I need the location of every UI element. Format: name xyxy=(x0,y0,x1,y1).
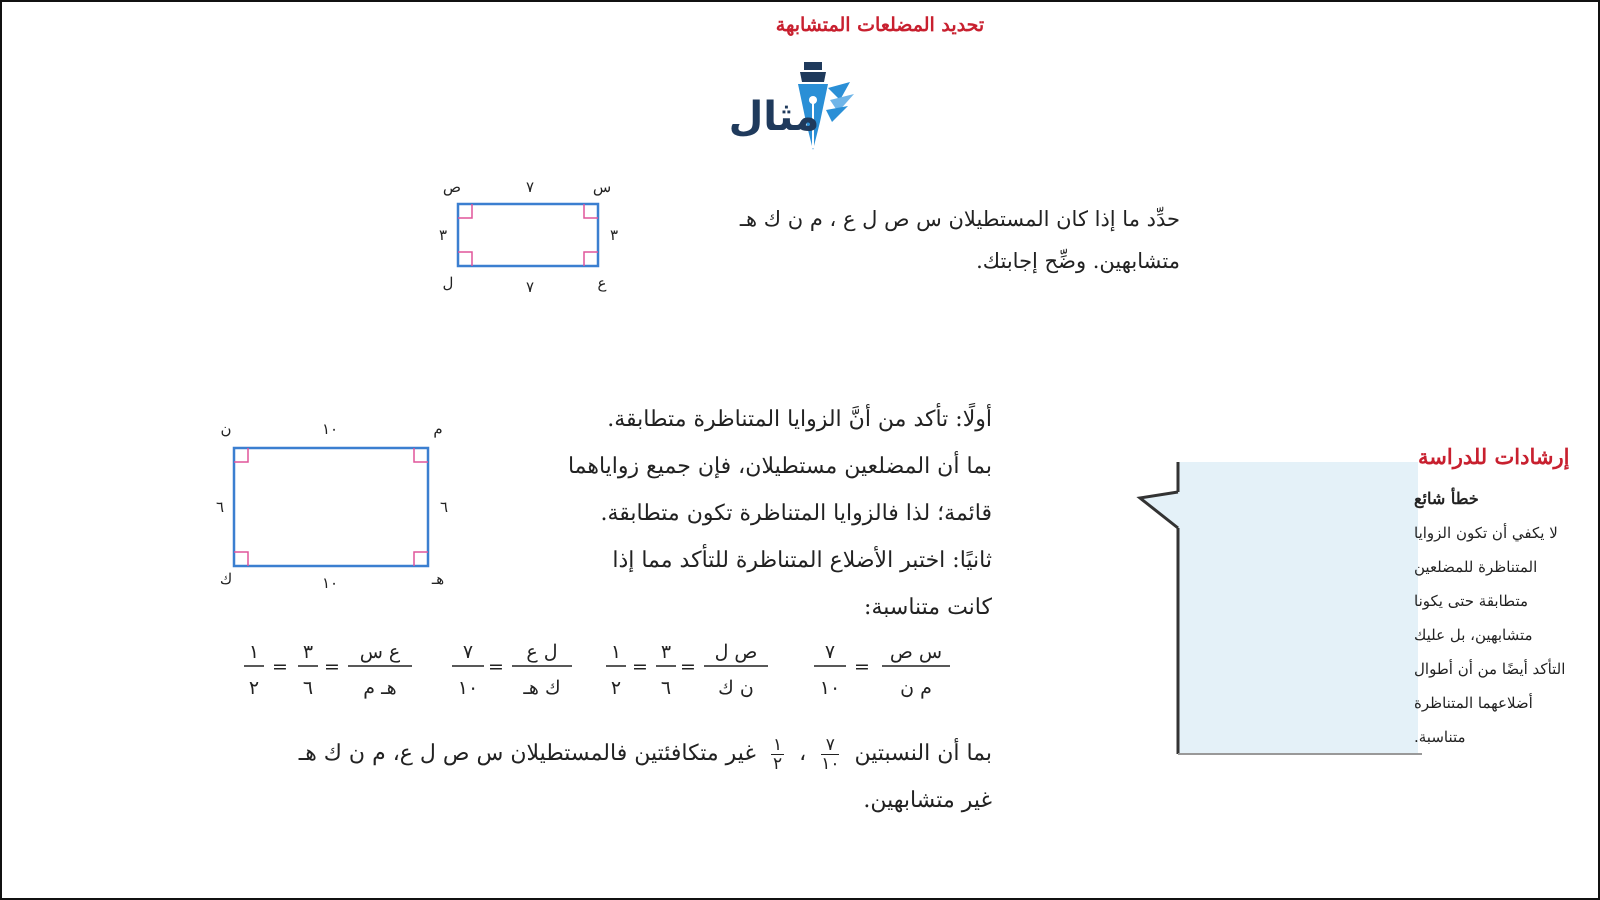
conclusion-line-1 xyxy=(232,730,992,777)
right-angle-mark xyxy=(584,252,598,266)
pen-nib-icon xyxy=(728,60,878,156)
ratio-ax-hm xyxy=(244,641,412,699)
equals-sign: = xyxy=(272,656,288,678)
rectangle-2 xyxy=(234,448,428,566)
logo-text: مثال xyxy=(728,94,820,140)
ratio-numerator: س ص xyxy=(889,641,943,663)
side-length-label: ١٠ xyxy=(321,420,339,438)
equals-sign: = xyxy=(488,656,504,678)
right-angle-mark xyxy=(458,252,472,266)
equals-sign: = xyxy=(854,656,870,678)
equals-sign: = xyxy=(680,656,696,678)
side-length-label: ٣ xyxy=(609,226,619,244)
side-length-label: ١٠ xyxy=(321,574,339,592)
ratio-yl-nk xyxy=(606,641,768,699)
ratio-value-numerator: ٧ xyxy=(824,641,836,663)
rectangle-1 xyxy=(458,204,598,266)
tip-line: متطابقة حتى يكونا xyxy=(1414,592,1529,610)
ratio-value-denominator: ١٠ xyxy=(457,677,479,699)
step-line: بما أن المضلعين مستطيلان، فإن جميع زواياهما xyxy=(567,454,992,479)
vertex-label: هـ xyxy=(431,570,445,588)
vertex-label: ع xyxy=(597,274,607,292)
ratio-numerator: ص ل xyxy=(714,641,758,663)
vertex-label: م xyxy=(433,420,443,438)
ratios-row xyxy=(230,636,960,706)
equals-sign: = xyxy=(632,656,648,678)
problem-statement xyxy=(720,198,1180,282)
vertex-label: ل xyxy=(442,274,454,292)
ratio-value-denominator: ٦ xyxy=(660,677,672,699)
fraction-denominator: ١٠ xyxy=(821,753,840,774)
ratio-numerator: ع س xyxy=(359,641,401,663)
ratio-xy-mn xyxy=(814,641,950,699)
fraction-numerator: ١ xyxy=(772,734,783,755)
vertex-label: ك xyxy=(219,570,233,588)
tip-line: التأكد أيضًا من أن أطوال xyxy=(1414,660,1566,678)
solution-steps xyxy=(472,396,992,631)
callout-box xyxy=(1140,462,1418,754)
right-angle-mark xyxy=(234,448,248,462)
conclusion-pre: بما أن النسبتين xyxy=(854,741,992,766)
side-length-label: ٦ xyxy=(439,498,449,516)
vertex-label: ن xyxy=(220,420,232,438)
ratio-value-numerator: ٣ xyxy=(660,641,672,663)
study-tips-callout xyxy=(1136,436,1570,766)
ratio-simplified-denominator: ٢ xyxy=(610,677,622,699)
tip-line: أضلاعهما المتناظرة xyxy=(1414,694,1533,712)
step-line: ثانيًا: اختبر الأضلاع المتناظرة للتأكد مما إذا xyxy=(612,548,992,573)
tip-line: متشابهين، بل عليك xyxy=(1414,626,1533,644)
ratio-value-numerator: ٧ xyxy=(462,641,474,663)
fraction-numerator: ٧ xyxy=(821,736,839,755)
page-title: تحديد المضلعات المتشابهة xyxy=(775,14,985,36)
ratio-denominator: ك هـ xyxy=(523,677,561,699)
side-length-label: ٣ xyxy=(438,226,448,244)
right-angle-mark xyxy=(414,552,428,566)
ratio-simplified-numerator: ١ xyxy=(248,641,260,663)
side-length-label: ٧ xyxy=(525,278,535,296)
vertex-label: ص xyxy=(442,178,462,196)
conclusion-post: غير متكافئتين فالمستطيلان س ص ل ع، م ن ك هـ xyxy=(298,741,756,766)
conclusion-separator: ، xyxy=(799,741,807,766)
conclusion xyxy=(232,730,992,824)
study-tips-title: إرشادات للدراسة xyxy=(1418,444,1570,469)
tip-line: لا يكفي أن تكون الزوايا xyxy=(1414,524,1558,542)
fraction-seven-tenths xyxy=(821,736,839,773)
tip-line: المتناظرة للمضلعين xyxy=(1414,558,1538,576)
equals-sign: = xyxy=(324,656,340,678)
ratio-simplified-denominator: ٢ xyxy=(248,677,260,699)
example-logo xyxy=(728,60,878,156)
rectangle-2-diagram xyxy=(210,420,460,595)
right-angle-mark xyxy=(458,204,472,218)
side-length-label: ٦ xyxy=(215,498,225,516)
ratio-denominator: م ن xyxy=(900,677,932,699)
ratio-simplified-numerator: ١ xyxy=(610,641,622,663)
ratio-numerator: ل ع xyxy=(526,641,558,663)
problem-line-1: حدِّد ما إذا كان المستطيلان س ص ل ع ، م ن ك هـ xyxy=(739,207,1180,231)
step-line: أولًا: تأكد من أنَّ الزوايا المتناظرة متطابقة. xyxy=(607,407,992,432)
step-line: كانت متناسبة: xyxy=(864,595,992,620)
common-mistake-label: خطأ شائع xyxy=(1414,489,1479,508)
conclusion-line-2: غير متشابهين. xyxy=(863,788,992,813)
right-angle-mark xyxy=(234,552,248,566)
fraction-denominator: ٢ xyxy=(772,753,783,774)
step-line: قائمة؛ لذا فالزوايا المتناظرة تكون متطابقة. xyxy=(600,501,992,526)
ratio-denominator: ن ك xyxy=(718,677,754,699)
problem-line-2: متشابهين. وضِّح إجابتك. xyxy=(976,249,1180,273)
right-angle-mark xyxy=(414,448,428,462)
ratio-value-denominator: ١٠ xyxy=(819,677,841,699)
ratio-value-numerator: ٣ xyxy=(302,641,314,663)
tip-line: متناسبة. xyxy=(1414,728,1466,746)
side-length-label: ٧ xyxy=(525,178,535,196)
ratio-value-denominator: ٦ xyxy=(302,677,314,699)
ratio-la-kh xyxy=(452,641,572,699)
ratio-denominator: هـ م xyxy=(363,677,397,699)
vertex-label: س xyxy=(592,178,612,196)
rectangle-1-diagram xyxy=(430,176,630,301)
fraction-one-half xyxy=(771,736,784,773)
right-angle-mark xyxy=(584,204,598,218)
